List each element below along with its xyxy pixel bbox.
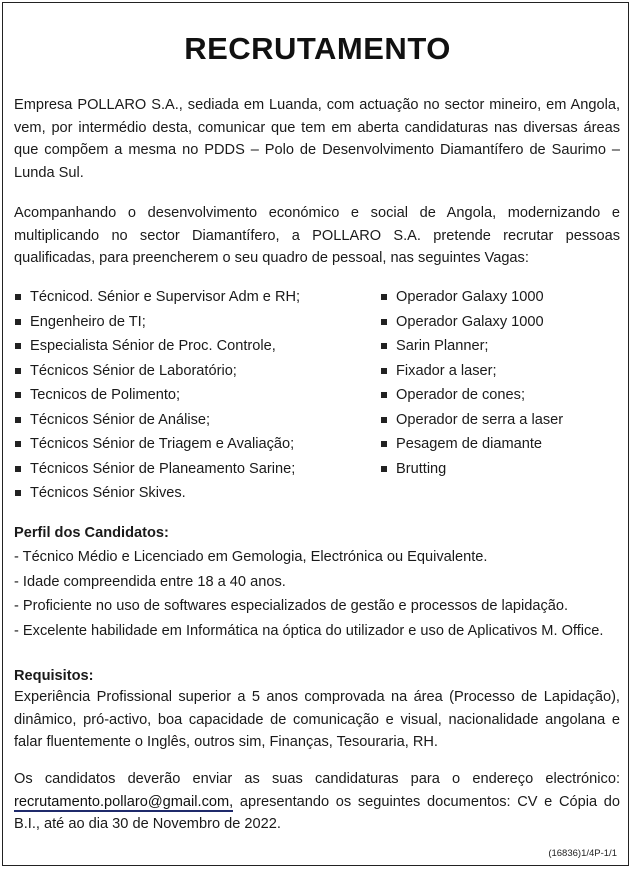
vacancy-label: Operador Galaxy 1000	[396, 313, 544, 330]
vacancy-item	[380, 432, 620, 457]
vacancy-item	[380, 310, 620, 335]
vacancy-item	[14, 408, 374, 433]
square-bullet-icon	[381, 441, 387, 447]
vacancy-item	[14, 310, 374, 335]
email-link[interactable]: recrutamento.pollaro@gmail.com,	[14, 793, 234, 810]
vacancy-label: Operador Galaxy 1000	[396, 289, 544, 305]
vacancy-item	[380, 383, 620, 408]
application-paragraph	[14, 768, 620, 836]
intro-paragraph: Empresa POLLARO S.A., sediada em Luanda, com actuação no sector mineiro, em Angola, vem, por intermédio desta, comunicar que tem em aberta candidaturas nas diversas áreas que compõem a mesma no PDDS – Polo de Desenvolvimento Diamantífero de Saurimo – Lunda Sul.	[14, 97, 620, 181]
square-bullet-icon	[381, 343, 387, 349]
vacancy-label: Técnicos Sénior de Análise;	[30, 411, 211, 428]
square-bullet-icon	[15, 319, 21, 325]
square-bullet-icon	[381, 319, 387, 325]
vacancy-item	[14, 359, 374, 384]
square-bullet-icon	[381, 417, 387, 423]
vacancy-label: Operador de serra a laser	[396, 411, 564, 428]
square-bullet-icon	[381, 392, 387, 398]
application-text-after: apresentando os seguintes documentos: CV e Cópia do B.I., até ao dia 30 de Novembro de 2022.	[14, 793, 620, 833]
requirements-heading: Requisitos:	[14, 668, 94, 684]
square-bullet-icon	[15, 368, 21, 374]
vacancy-label: Técnicos Sénior de Triagem e Avaliação;	[30, 436, 295, 452]
vacancy-label: Especialista Sénior de Proc. Controle,	[30, 338, 276, 354]
square-bullet-icon	[15, 294, 21, 300]
vacancy-label: Fixador a laser;	[396, 362, 497, 379]
vacancy-label: Técnicos Sénior de Laboratório;	[30, 362, 237, 379]
vacancy-item	[14, 383, 374, 408]
profile-item: - Proficiente no uso de softwares especializados de gestão e processos de lapidação.	[14, 598, 569, 615]
square-bullet-icon	[381, 466, 387, 472]
profile-item: - Técnico Médio e Licenciado em Gemologia, Electrónica ou Equivalente.	[14, 549, 488, 565]
square-bullet-icon	[15, 441, 21, 447]
vacancy-label: Brutting	[396, 460, 447, 477]
vacancy-label: Operador de cones;	[396, 387, 525, 403]
vacancies-right-list	[380, 285, 620, 481]
vacancy-item	[380, 408, 620, 433]
vacancy-label: Técnicod. Sénior e Supervisor Adm e RH;	[30, 289, 301, 305]
vacancy-label: Tecnicos de Polimento;	[30, 387, 181, 403]
vacancy-label: Pesagem de diamante	[396, 436, 543, 452]
square-bullet-icon	[15, 490, 21, 496]
square-bullet-icon	[381, 368, 387, 374]
vacancy-item	[380, 285, 620, 310]
profile-item: - Idade compreendida entre 18 a 40 anos.	[14, 573, 286, 590]
square-bullet-icon	[381, 294, 387, 300]
square-bullet-icon	[15, 343, 21, 349]
vacancy-item	[380, 457, 620, 482]
square-bullet-icon	[15, 466, 21, 472]
vacancies-left-list	[14, 285, 374, 506]
vacancy-label: Engenheiro de TI;	[30, 313, 146, 330]
vacancy-item	[14, 334, 374, 359]
page-title: RECRUTAMENTO	[184, 31, 451, 66]
profile-heading: Perfil dos Candidatos:	[14, 525, 169, 541]
vacancy-label: Técnicos Sénior de Planeamento Sarine;	[30, 460, 296, 477]
vacancy-item	[14, 481, 374, 506]
vacancy-item	[14, 432, 374, 457]
profile-item: - Excelente habilidade em Informática na óptica do utilizador e uso de Aplicativos M. Office.	[14, 623, 604, 640]
square-bullet-icon	[15, 392, 21, 398]
requirements-paragraph: Experiência Profissional superior a 5 anos comprovada na área (Processo de Lapidação), dinâmico, pró-activo, boa capacidade de comunicação e visual, nacionalidade angolana e falar fluentemente o Inglês, outros sim, Finanças, Tesouraria, RH.	[14, 689, 620, 751]
square-bullet-icon	[15, 417, 21, 423]
reference-code: (16836)1/4P-1/1	[548, 848, 617, 859]
vacancy-label: Técnicos Sénior Skives.	[30, 485, 186, 501]
profile-list	[14, 545, 603, 644]
vacancy-item	[14, 285, 374, 310]
vacancy-label: Sarin Planner;	[396, 338, 489, 354]
context-paragraph: Acompanhando o desenvolvimento económico e social de Angola, modernizando e multiplicando no sector Diamantífero, a POLLARO S.A. pretende recrutar pessoas qualificadas, para preencherem o seu quadro de pessoal, nas seguintes Vagas:	[14, 205, 620, 267]
vacancy-item	[380, 334, 620, 359]
vacancy-item	[380, 359, 620, 384]
vacancy-item	[14, 457, 374, 482]
application-text-before: Os candidatos deverão enviar as suas candidaturas para o endereço electrónico:	[14, 771, 620, 787]
